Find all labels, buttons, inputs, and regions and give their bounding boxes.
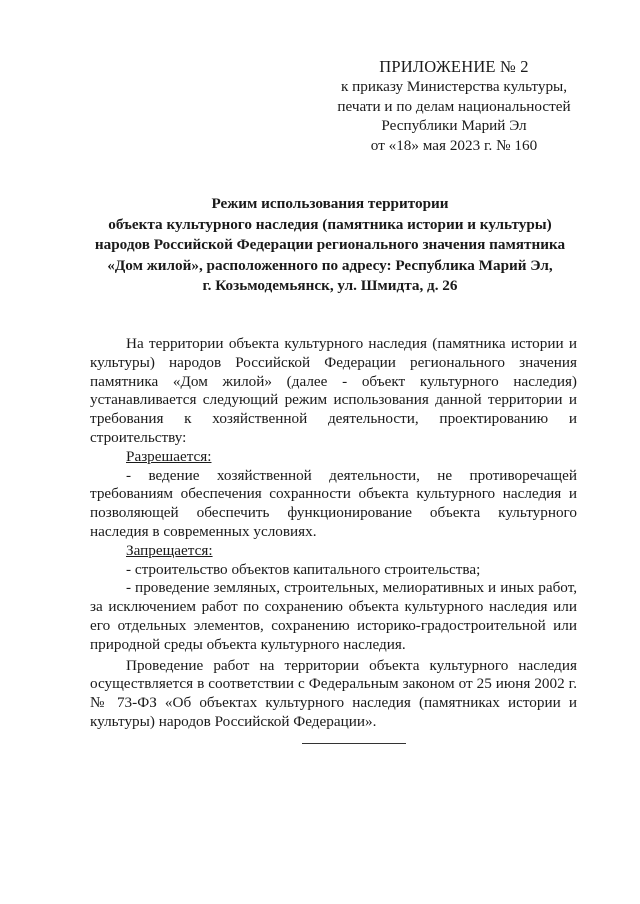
- title-line: «Дом жилой», расположенного по адресу: Республика Марий Эл,: [107, 256, 553, 274]
- appendix-title: ПРИЛОЖЕНИЕ № 2: [379, 57, 529, 76]
- intro-paragraph: На территории объекта культурного наследия (памятника истории и культуры) народов Российской Федерации регионального значения памятника «Дом жилой» (далее - объект культурного наследия) устанавливается следующий режим использования данной территории и требования к хозяйственной деятельности, проектированию и строительству:: [90, 335, 577, 446]
- forbidden-item: - строительство объектов капитального строительства;: [126, 560, 481, 578]
- appendix-line: печати и по делам национальностей: [337, 97, 571, 115]
- document-title: [60, 194, 600, 297]
- appendix-line: к приказу Министерства культуры,: [340, 78, 568, 95]
- title-line: народов Российской Федерации регионального значения памятника: [94, 236, 566, 253]
- end-rule: [302, 743, 406, 744]
- title-line: Режим использования территории: [211, 195, 449, 212]
- forbidden-item: - проведение земляных, строительных, мелиоративных и иных работ, за исключением работ по сохранению объекта культурного наследия или его отдельных элементов, сохранению историко-градостроительной или природной среды объекта культурного наследия.: [90, 579, 577, 653]
- allowed-label: [90, 448, 577, 467]
- appendix-line: Республики Марий Эл: [381, 117, 527, 135]
- forbidden-label: [90, 542, 577, 561]
- document-body: [90, 335, 577, 732]
- allowed-item: - ведение хозяйственной деятельности, не противоречащей требованиям обеспечения сохранности объекта культурного наследия и позволяющей обеспечить функционирование объекта культурного наследия в современных условиях.: [90, 466, 577, 540]
- appendix-header: [318, 56, 590, 155]
- appendix-line: от «18» мая 2023 г. № 160: [370, 136, 538, 154]
- forbidden-label-text: Запрещается:: [126, 541, 213, 559]
- title-line: объекта культурного наследия (памятника истории и культуры): [108, 215, 552, 233]
- allowed-label-text: Разрешается:: [126, 447, 212, 465]
- title-line: г. Козьмодемьянск, ул. Шмидта, д. 26: [202, 277, 458, 294]
- closing-paragraph: Проведение работ на территории объекта культурного наследия осуществляется в соответствии с Федеральным законом от 25 июня 2002 г. № 73-ФЗ «Об объектах культурного наследия (памятниках истории и культуры) народов Российской Федерации».: [90, 656, 577, 730]
